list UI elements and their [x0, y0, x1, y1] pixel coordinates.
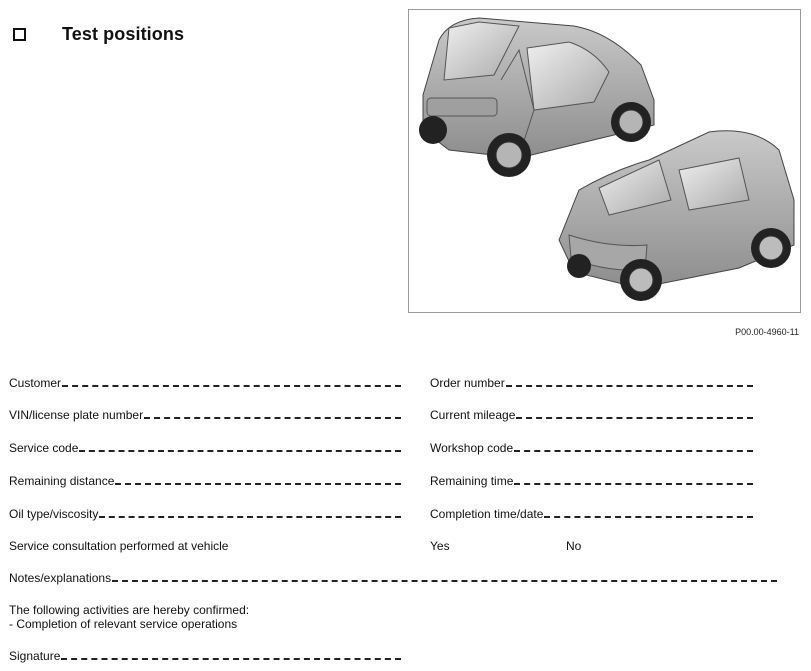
- consultation-yes-option[interactable]: Yes: [430, 539, 450, 553]
- confirmation-heading: The following activities are hereby confirmed:: [9, 603, 250, 617]
- service-code-field[interactable]: [9, 441, 401, 455]
- page-title: Test positions: [62, 24, 185, 44]
- remaining-distance-label: Remaining distance: [9, 474, 115, 488]
- customer-label: Customer: [9, 376, 62, 390]
- signature-label: Signature: [9, 649, 61, 663]
- oil-type-line[interactable]: [99, 507, 401, 518]
- workshop-code-line[interactable]: [514, 441, 753, 452]
- vin-line[interactable]: [144, 408, 401, 419]
- remaining-time-line[interactable]: [514, 474, 753, 485]
- customer-field[interactable]: [9, 376, 401, 390]
- workshop-code-field[interactable]: [430, 441, 753, 455]
- vin-label: VIN/license plate number: [9, 408, 144, 422]
- service-code-label: Service code: [9, 441, 79, 455]
- service-code-line[interactable]: [79, 441, 401, 452]
- remaining-distance-line[interactable]: [115, 474, 401, 485]
- car-rear-view: [419, 18, 654, 177]
- current-mileage-field[interactable]: [430, 408, 753, 422]
- signature-line[interactable]: [61, 649, 401, 660]
- vehicle-illustration: [408, 9, 801, 313]
- current-mileage-line[interactable]: [516, 408, 753, 419]
- remaining-distance-field[interactable]: [9, 474, 401, 488]
- workshop-code-label: Workshop code: [430, 441, 514, 455]
- customer-line[interactable]: [62, 376, 401, 387]
- current-mileage-label: Current mileage: [430, 408, 516, 422]
- notes-field[interactable]: [9, 571, 777, 585]
- smart-car-illustration: [409, 10, 800, 312]
- signature-field[interactable]: [9, 649, 401, 663]
- figure-code: P00.00-4960-11: [735, 327, 799, 337]
- car-front-view: [559, 131, 794, 301]
- notes-line[interactable]: [112, 571, 777, 582]
- consultation-no-option[interactable]: No: [566, 539, 582, 553]
- order-number-field[interactable]: [430, 376, 753, 390]
- vin-field[interactable]: [9, 408, 401, 422]
- confirmation-item: - Completion of relevant service operations: [9, 617, 238, 631]
- notes-label: Notes/explanations: [9, 571, 112, 585]
- completion-time-field[interactable]: [430, 507, 753, 521]
- remaining-time-field[interactable]: [430, 474, 753, 488]
- oil-type-label: Oil type/viscosity: [9, 507, 99, 521]
- order-number-line[interactable]: [506, 376, 753, 387]
- consultation-label: Service consultation performed at vehicle: [9, 539, 229, 553]
- completion-time-line[interactable]: [544, 507, 753, 518]
- oil-type-field[interactable]: [9, 507, 401, 521]
- section-checkbox[interactable]: [13, 28, 26, 41]
- completion-time-label: Completion time/date: [430, 507, 544, 521]
- order-number-label: Order number: [430, 376, 505, 390]
- remaining-time-label: Remaining time: [430, 474, 514, 488]
